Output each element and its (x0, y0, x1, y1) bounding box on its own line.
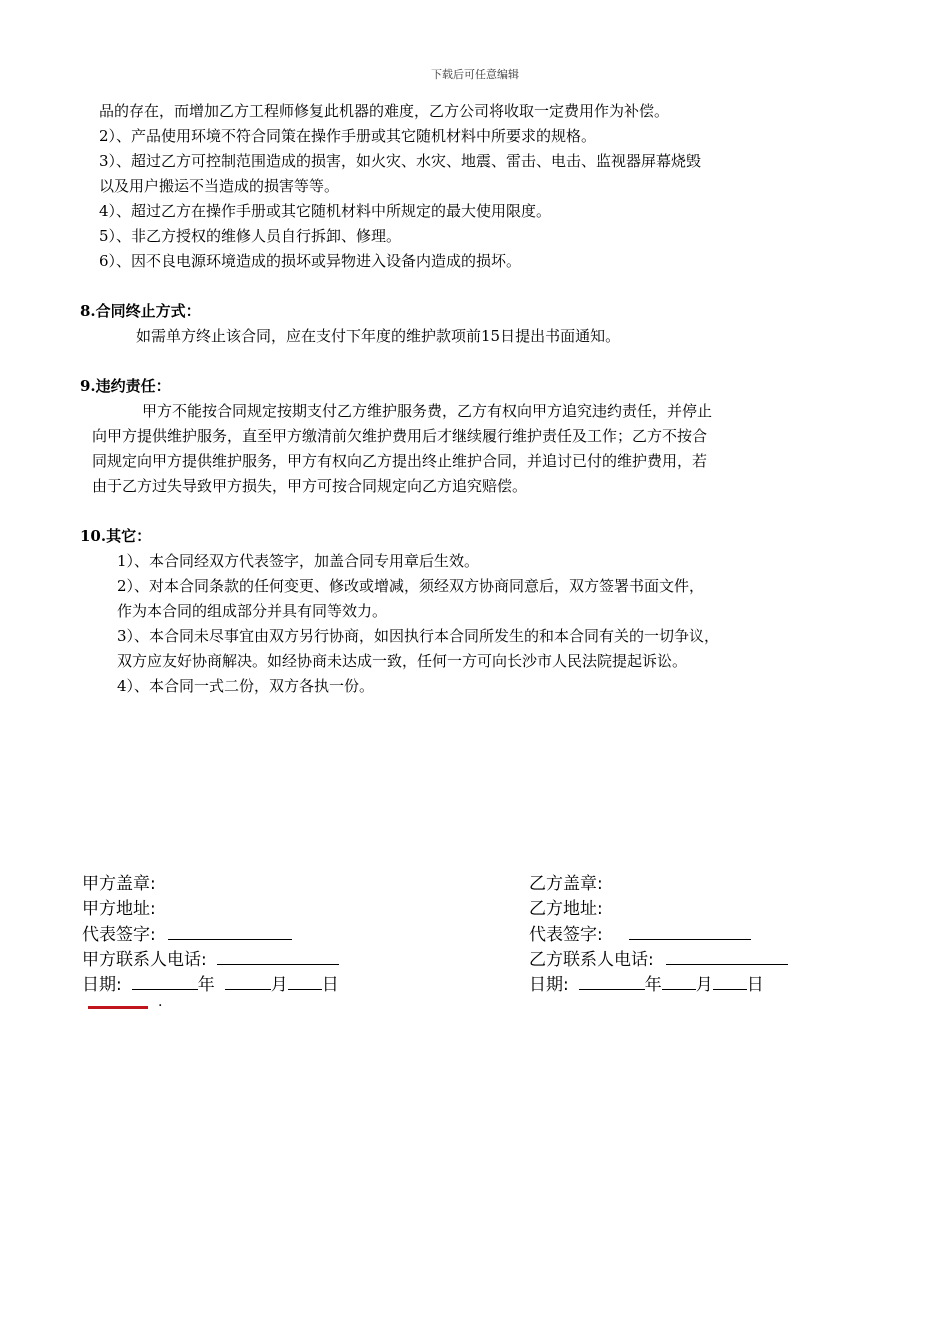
day-label: 日 (321, 975, 339, 995)
clause-item: 2）、对本合同条款的任何变更、修改或增减，须经双方协商同意后，双方签署书面文件， (117, 577, 705, 595)
clause-item: 6）、因不良电源环境造成的损坏或异物进入设备内造成的损坏。 (99, 252, 522, 270)
footer-dot: . (158, 994, 163, 1010)
party-b-phone-label: 乙方联系人电话: (529, 950, 654, 970)
clause-item: 4）、本合同一式二份，双方各执一份。 (117, 677, 375, 695)
page-header: 下载后可任意编辑 (431, 68, 519, 81)
party-a-year-line[interactable] (132, 973, 198, 990)
party-b-seal-label: 乙方盖章: (529, 874, 603, 894)
year-label: 年 (197, 975, 215, 995)
section-heading: 9.违约责任： (80, 377, 171, 395)
party-b-year-line[interactable] (579, 973, 645, 990)
party-a-signature-line[interactable] (168, 923, 292, 940)
month-label: 月 (270, 975, 288, 995)
party-a-signature-row (82, 923, 292, 946)
section-heading: 10.其它： (80, 527, 152, 545)
year-label: 年 (644, 975, 662, 995)
clause-text: 品的存在，而增加乙方工程师修复此机器的难度，乙方公司将收取一定费用作为补偿。 (99, 102, 670, 120)
clause-text: 双方应友好协商解决。如经协商未达成一致，任何一方可向长沙市人民法院提起诉讼。 (117, 652, 688, 670)
party-b-month-line[interactable] (662, 973, 696, 990)
party-a-phone-label: 甲方联系人电话: (82, 950, 207, 970)
party-a-date-label: 日期: (82, 975, 122, 995)
party-b-phone-line[interactable] (666, 948, 788, 965)
party-a-seal-label: 甲方盖章: (82, 874, 156, 894)
party-a-address-label: 甲方地址: (82, 899, 156, 919)
party-a-date-row (82, 973, 339, 996)
party-a-day-line[interactable] (288, 973, 322, 990)
party-b-signature-row (529, 923, 751, 946)
party-a-phone-line[interactable] (217, 948, 339, 965)
party-a-month-line[interactable] (225, 973, 271, 990)
party-a-phone-row (82, 948, 339, 971)
party-b-date-row (529, 973, 764, 996)
red-accent-bar (88, 1006, 148, 1009)
party-b-signature-label: 代表签字: (529, 925, 603, 945)
clause-text: 以及用户搬运不当造成的损害等等。 (99, 177, 340, 195)
party-b-address-label: 乙方地址: (529, 899, 603, 919)
day-label: 日 (746, 975, 764, 995)
clause-item: 5）、非乙方授权的维修人员自行拆卸、修理。 (99, 227, 402, 245)
clause-text: 作为本合同的组成部分并具有同等效力。 (117, 602, 388, 620)
party-b-phone-row (529, 948, 788, 971)
clause-item: 3）、超过乙方可控制范围造成的损害，如火灾、水灾、地震、雷击、电击、监视器屏幕烧毁 (99, 152, 702, 170)
clause-text: 同规定向甲方提供维护服务，甲方有权向乙方提出终止维护合同，并追讨已付的维护费用，若 (92, 452, 708, 470)
clause-text: 甲方不能按合同规定按期支付乙方维护服务费，乙方有权向甲方追究违约责任，并停止 (142, 402, 713, 420)
clause-item: 1）、本合同经双方代表签字，加盖合同专用章后生效。 (117, 552, 480, 570)
clause-text: 如需单方终止该合同，应在支付下年度的维护款项前15日提出书面通知。 (136, 327, 621, 345)
party-b-signature-line[interactable] (629, 923, 751, 940)
clause-item: 3）、本合同未尽事宜由双方另行协商，如因执行本合同所发生的和本合同有关的一切争议， (117, 627, 720, 645)
clause-text: 由于乙方过失导致甲方损失，甲方可按合同规定向乙方追究赔偿。 (92, 477, 528, 495)
section-heading: 8.合同终止方式： (80, 302, 201, 320)
clause-item: 4）、超过乙方在操作手册或其它随机材料中所规定的最大使用限度。 (99, 202, 552, 220)
party-b-date-label: 日期: (529, 975, 569, 995)
party-a-signature-label: 代表签字: (82, 925, 156, 945)
party-b-day-line[interactable] (713, 973, 747, 990)
clause-text: 向甲方提供维护服务，直至甲方缴清前欠维护费用后才继续履行维护责任及工作；乙方不按合 (92, 427, 708, 445)
month-label: 月 (695, 975, 713, 995)
clause-item: 2）、产品使用环境不符合同策在操作手册或其它随机材料中所要求的规格。 (99, 127, 597, 145)
